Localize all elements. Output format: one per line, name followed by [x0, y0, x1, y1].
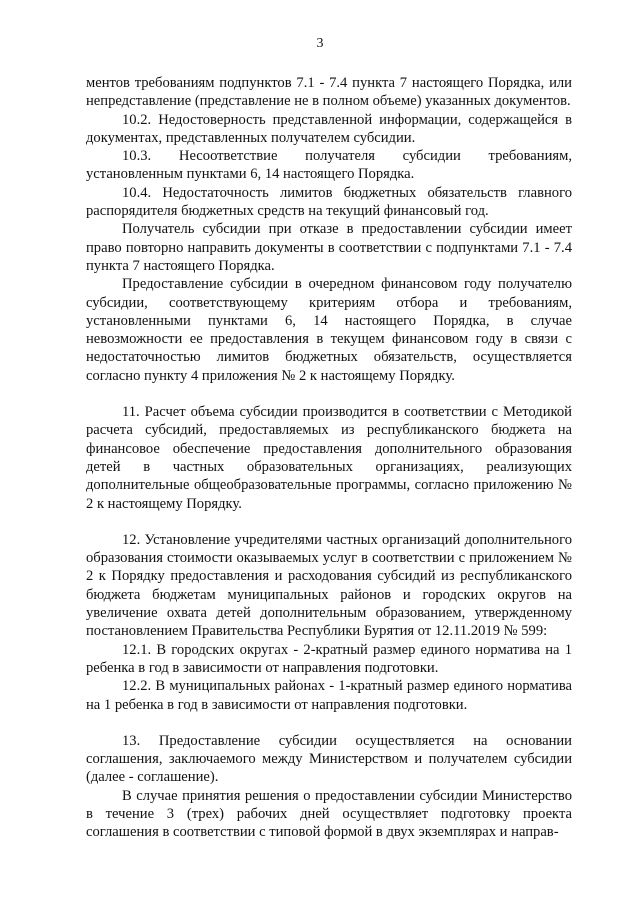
document-body	[86, 74, 572, 842]
paragraph-10-3: 10.3. Несоответствие получателя субсидии требованиям, установленным пунктами 6, 14 настоящего Порядка.	[86, 148, 572, 183]
paragraph-10-4: 10.4. Недостаточность лимитов бюджетных обязательств главного распорядителя бюджетных средств на текущий финансовый год.	[86, 184, 572, 220]
paragraph-13: 13. Предоставление субсидии осуществляется на основании соглашения, заключаемого между Министерством и получателем субсидии (далее - соглашение).	[86, 732, 572, 786]
paragraph-resubmission: Получатель субсидии при отказе в предоставлении субсидии имеет право повторно направить документы в соответствии с подпунктами 7.1 - 7.4 пункта 7 настоящего Порядка.	[86, 221, 572, 274]
paragraph-10-2: 10.2. Недостоверность представленной информации, содержащейся в документах, представленных получателем субсидии.	[86, 111, 572, 146]
paragraph-12-2: 12.2. В муниципальных районах - 1-кратный размер единого норматива на 1 ребенка в год в зависимости от направления подготовки.	[86, 678, 572, 713]
paragraph-12-1: 12.1. В городских округах - 2-кратный размер единого норматива на 1 ребенка в год в зависимости от направления подготовки.	[86, 641, 572, 676]
paragraph-continuation: ментов требованиям подпунктов 7.1 - 7.4 пункта 7 настоящего Порядка, или непредставление (представление не в полном объеме) указанных документов.	[86, 75, 572, 110]
paragraph-12: 12. Установление учредителями частных организаций дополнительного образования стоимости оказываемых услуг в соответствии с приложением № 2 к Порядку предоставления и расходования субсидий из республиканского бюджета бюджетам муниципальных районов и городских округов на увеличение охвата детей дополнительным образованием, утвержденному постановлением Правительства Республики Бурятия от 12.11.2019 № 599:	[86, 531, 572, 640]
paragraph-next-year: Предоставление субсидии в очередном финансовом году получателю субсидии, соответствующему критериям отбора и требованиям, установленными пунктами 6, 14 настоящего Порядка, в случае невозможности ее предоставления в текущем финансовом году в связи с недостаточностью лимитов бюджетных обязательств, осуществляется согласно пункту 4 приложения № 2 к настоящему Порядку.	[86, 276, 572, 384]
page-number: 3	[316, 36, 324, 51]
paragraph-decision: В случае принятия решения о предоставлении субсидии Министерство в течение 3 (трех) рабочих дней осуществляет подготовку проекта соглашения в соответствии с типовой формой в двух экземплярах и направ-	[86, 787, 572, 841]
paragraph-11: 11. Расчет объема субсидии производится в соответствии с Методикой расчета субсидий, предоставляемых из республиканского бюджета на финансовое обеспечение предоставления дополнительного образования детей в частных образовательных организациях, реализующих дополнительные общеобразовательные программы, согласно приложению № 2 к настоящему Порядку.	[86, 404, 572, 512]
